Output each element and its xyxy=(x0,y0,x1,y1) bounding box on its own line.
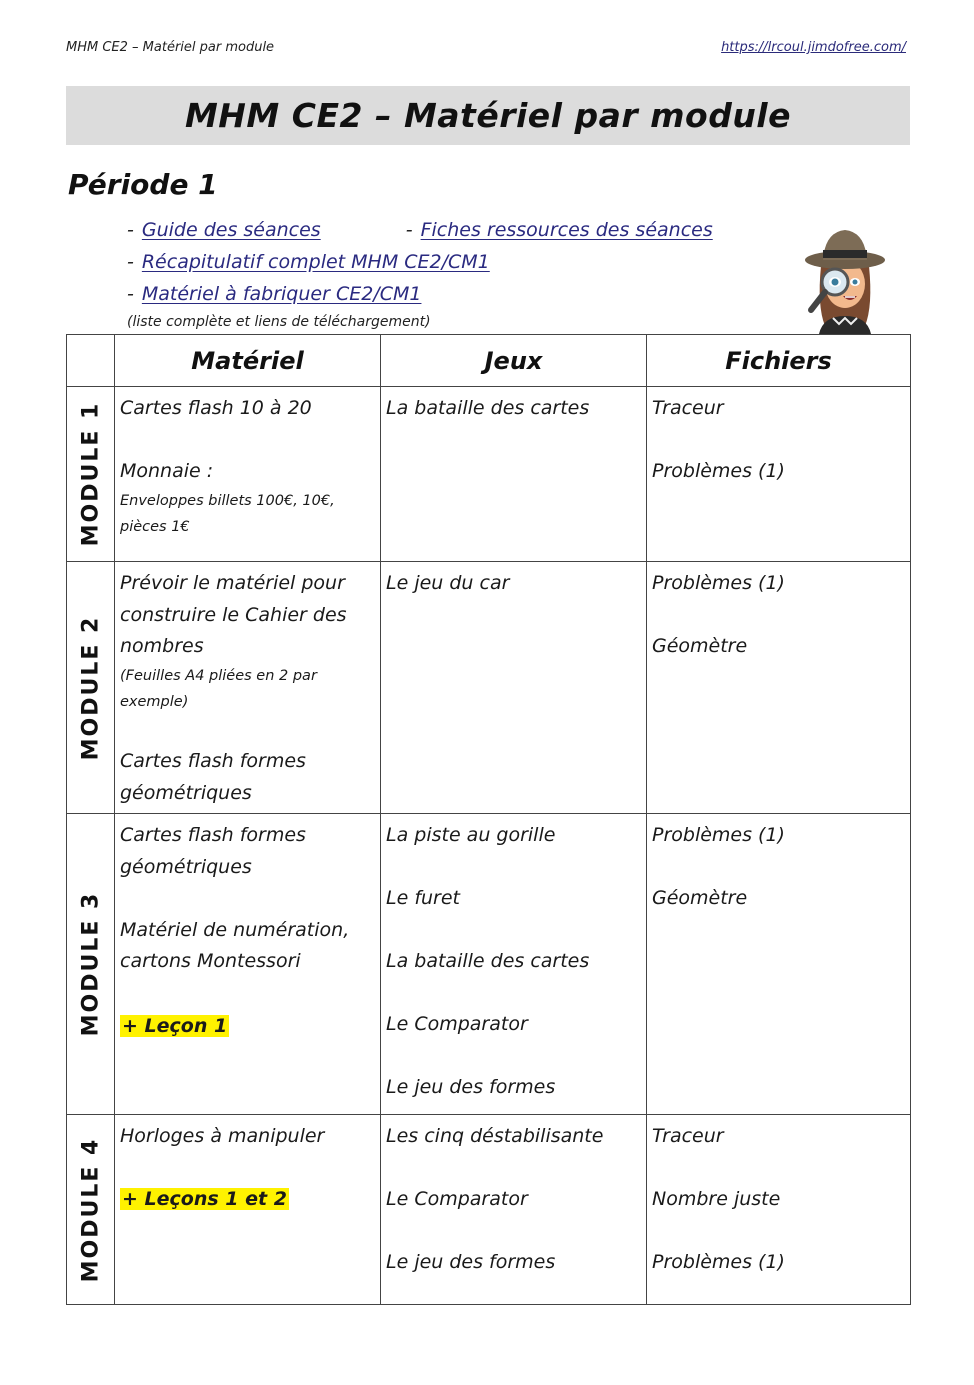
materiel-cell: Prévoir le matériel pour construire le Cahier des nombres (Feuilles A4 pliées en 2 par exemple) Cartes flash formes géométriques xyxy=(115,562,381,814)
table-row-module-3 xyxy=(67,814,911,1115)
period-title: Période 1 xyxy=(68,168,218,201)
link-guide-seances[interactable]: Guide des séances xyxy=(141,219,321,241)
module-label-cell xyxy=(67,562,115,814)
link-fiches-ressources[interactable]: Fiches ressources des séances xyxy=(420,219,713,241)
link-row-2: - Récapitulatif complet MHM CE2/CM1 xyxy=(127,251,490,273)
jeux-cell: La piste au gorille Le furet La bataille des cartes Le Comparator Le jeu des formes xyxy=(381,814,647,1115)
modules-table xyxy=(66,334,911,1305)
module-label: MODULE 4 xyxy=(78,1137,103,1282)
header-fichiers: Fichiers xyxy=(647,335,911,387)
fichiers-cell: Problèmes (1) Géomètre xyxy=(647,562,911,814)
module-label: MODULE 3 xyxy=(78,891,103,1037)
link-row-3: - Matériel à fabriquer CE2/CM1 xyxy=(127,283,422,305)
resource-links xyxy=(127,214,713,330)
fichiers-cell: Problèmes (1) Géomètre xyxy=(647,814,911,1115)
module-label-cell xyxy=(67,387,115,562)
page-title: MHM CE2 – Matériel par module xyxy=(184,96,792,135)
materiel-cell: Cartes flash 10 à 20 Monnaie : Enveloppes billets 100€, 10€, pièces 1€ xyxy=(115,387,381,562)
materiel-cell: Horloges à manipuler + Leçons 1 et 2 xyxy=(115,1115,381,1305)
header-empty xyxy=(67,335,115,387)
jeux-cell: Le jeu du car xyxy=(381,562,647,814)
table-row-module-2 xyxy=(67,562,911,814)
module-label-cell xyxy=(67,1115,115,1305)
lesson-highlight: + Leçon 1 xyxy=(122,1015,228,1037)
materiel-cell: Cartes flash formes géométriques Matériel de numération, cartons Montessori + Leçon 1 xyxy=(115,814,381,1115)
jeux-cell: Les cinq déstabilisante Le Comparator Le jeu des formes xyxy=(381,1115,647,1305)
table-row-module-4 xyxy=(67,1115,911,1305)
fichiers-cell: Traceur Nombre juste Problèmes (1) xyxy=(647,1115,911,1305)
table-row-module-1 xyxy=(67,387,911,562)
link-materiel-fabriquer[interactable]: Matériel à fabriquer CE2/CM1 xyxy=(141,283,422,305)
module-label: MODULE 1 xyxy=(78,401,103,547)
module-label-cell xyxy=(67,814,115,1115)
header-materiel: Matériel xyxy=(115,335,381,387)
header-doc-title: MHM CE2 – Matériel par module xyxy=(66,40,275,55)
link-recapitulatif[interactable]: Récapitulatif complet MHM CE2/CM1 xyxy=(141,251,490,273)
table-header-row xyxy=(67,335,911,387)
link-row-1: - Guide des séances - Fiches ressources des séances xyxy=(127,219,713,241)
title-banner xyxy=(66,86,910,145)
module-label: MODULE 2 xyxy=(78,615,103,760)
header-jeux: Jeux xyxy=(381,335,647,387)
jeux-cell: La bataille des cartes xyxy=(381,387,647,562)
page-header xyxy=(66,40,906,55)
links-note: (liste complète et liens de téléchargement) xyxy=(127,314,431,330)
header-site-link[interactable]: https://lrcoul.jimdofree.com/ xyxy=(721,40,906,55)
fichiers-cell: Traceur Problèmes (1) xyxy=(647,387,911,562)
detective-avatar-icon xyxy=(803,226,887,334)
lesson-highlight: + Leçons 1 et 2 xyxy=(122,1188,287,1210)
